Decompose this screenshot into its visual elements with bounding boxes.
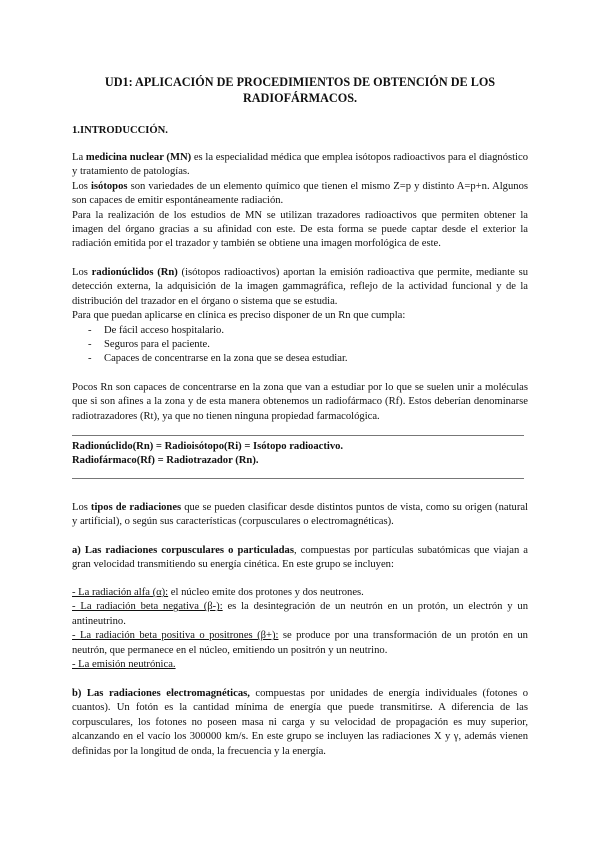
definition-radiofarmaco: Radiofármaco(Rf) = Radiotrazador (Rn). bbox=[72, 455, 259, 467]
term-electromagneticas: b) Las radiaciones electromagnéticas, bbox=[72, 688, 250, 699]
definition-radionuclido: Radionúclido(Rn) = Radioisótopo(Ri) = Isótopo radioactivo. bbox=[72, 441, 344, 452]
list-item: - La radiación alfa (α): el núcleo emite dos protones y dos neutrones. bbox=[72, 587, 364, 598]
corpusculares-paragraph: a) Las radiaciones corpusculares o particuladas, compuestas por partículas subatómicas que viajan a gran velocidad transmitiendo su energía cinética. En este grupo se incluyen: bbox=[72, 545, 528, 571]
requirements-list bbox=[72, 324, 528, 367]
intro-paragraph-mn: La medicina nuclear (MN) es la especialidad médica que emplea isótopos radioactivos para el diagnóstico y tratamiento de patologías. bbox=[72, 152, 528, 178]
requirements-intro: Para que puedan aplicarse en clínica es preciso disponer de un Rn que cumpla: bbox=[72, 310, 406, 322]
list-item: - Seguros para el paciente. bbox=[72, 338, 528, 352]
radionuclidos-block bbox=[72, 266, 528, 367]
divider-bottom bbox=[72, 478, 524, 479]
term-corpusculares: a) Las radiaciones corpusculares o particuladas bbox=[72, 545, 294, 556]
list-item: - La radiación beta positiva o positrones (β+): se produce por una transformación de un protón en un neutrón, que permanece en el núcleo, emitiendo un positrón y un neutrino. bbox=[72, 630, 528, 656]
list-item: - Capaces de concentrarse en la zona que se desea estudiar. bbox=[72, 352, 528, 366]
term-neutronica: - La emisión neutrónica. bbox=[72, 659, 176, 671]
electromagneticas-paragraph: b) Las radiaciones electromagnéticas, compuestas por unidades de energía individuales (fotones o cuantos). Un fotón es la cantidad mínima de energía que puede transmitirse. A diferencia de las corpusculares, los fotones no poseen masa ni carga y su velocidad de propagación es muy superior, alcanzando en el vacío los 300000 km/s. En este grupo se incluyen las radiaciones X y γ, además vienen definidas por la longitud de onda, la frecuencia y la energía. bbox=[72, 688, 528, 757]
term-beta-negativa: - La radiación beta negativa (β-): bbox=[72, 601, 223, 613]
term-beta-positiva: - La radiación beta positiva o positrones (β+): bbox=[72, 630, 279, 642]
section-heading bbox=[72, 124, 528, 138]
term-medicina-nuclear: medicina nuclear (MN) bbox=[85, 152, 192, 163]
radionuclidos-paragraph: Los radionúclidos (Rn) (isótopos radioactivos) aportan la emisión radioactiva que permite, mediante su detección externa, la adquisición de la imagen gammagráfica, reflejo de la actividad funcional y de la distribución del trazador en el órgano o sistema que se estudia. bbox=[72, 267, 528, 307]
radiofarmaco-block bbox=[72, 381, 528, 424]
definitions-box bbox=[72, 440, 528, 469]
list-item: - La radiación beta negativa (β-): es la desintegración de un neutrón en un protón, un electrón y un antineutrino. bbox=[72, 601, 528, 627]
term-radionuclidos: radionúclidos (Rn) bbox=[91, 267, 178, 278]
intro-paragraph-isotopos: Los isótopos son variedades de un elemento químico que tienen el mismo Z=p y distinto A=p+n. Algunos son capaces de emitir espontáneamente radiación. bbox=[72, 180, 528, 207]
term-tipos-radiaciones: tipos de radiaciones bbox=[90, 502, 182, 513]
corpusculares-block bbox=[72, 544, 528, 573]
term-alfa: - La radiación alfa (α): bbox=[72, 587, 169, 598]
tipos-radiaciones-paragraph: Los tipos de radiaciones que se pueden clasificar desde distintos puntos de vista, como su origen (natural y artificial), o según sus características (corpusculares o electromagnéticas). bbox=[72, 502, 528, 528]
divider-top bbox=[72, 435, 524, 436]
electromagneticas-block bbox=[72, 687, 528, 759]
section-heading-text: 1.INTRODUCCIÓN. bbox=[72, 125, 168, 136]
radiofarmaco-paragraph: Pocos Rn son capaces de concentrarse en la zona que van a estudiar por lo que se suelen unir a moléculas que si son afines a la zona y de esta manera obtenemos un radiofármaco (Rf). Estos deberían denominarse radiotrazadores (Rt), ya que no tienen ninguna propiedad farmacológica. bbox=[72, 382, 528, 422]
document-title: UD1: APLICACIÓN DE PROCEDIMIENTOS DE OBTENCIÓN DE LOS RADIOFÁRMACOS. bbox=[104, 75, 496, 105]
term-isotopos: isótopos bbox=[90, 180, 128, 192]
corpusculares-list bbox=[72, 586, 528, 672]
list-item: - De fácil acceso hospitalario. bbox=[72, 324, 528, 338]
tipos-radiaciones-block bbox=[72, 501, 528, 530]
intro-paragraph-trazadores: Para la realización de los estudios de MN se utilizan trazadores radioactivos que permiten obtener la imagen del órgano gracias a su afinidad con este. De esta forma se puede captar desde el exterior la radiación emitida por el trazador y también se obtiene una imagen morfológica de este. bbox=[72, 209, 528, 250]
list-item bbox=[72, 658, 528, 672]
intro-block bbox=[72, 151, 528, 252]
